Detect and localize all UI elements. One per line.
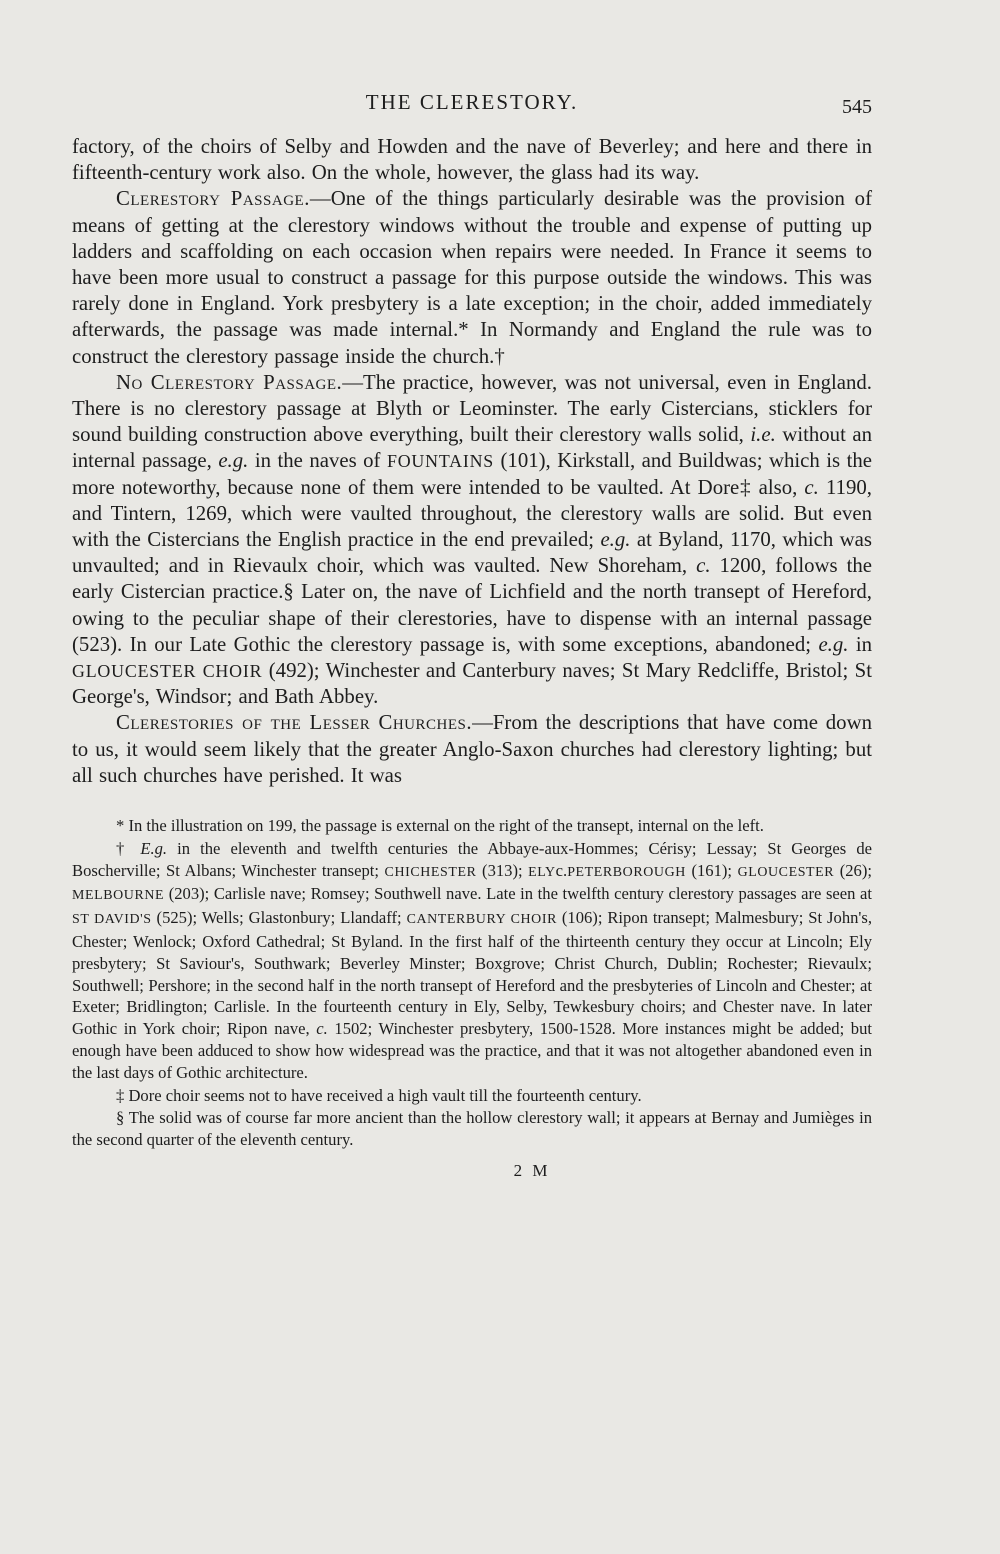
section-heading: Clerestories of the Lesser Churches. [116,711,473,735]
footnote-double-dagger: ‡ Dore choir seems not to have received a high vault till the fourteenth century. [116,1085,642,1105]
italic-abbrev: i.e. [750,423,776,447]
main-text [72,134,872,789]
paragraph-text: —From the descriptions that have come down to us, it would seem likely that the greater Anglo-Saxon churches had clerestory lighting; but all such churches have perished. It was [72,711,872,787]
figure-reference: CANTERBURY CHOIR [406,912,557,928]
figure-reference: FOUNTAINS [386,451,495,472]
paragraph-lesser-churches [72,710,872,789]
text-run: (26); [834,860,872,880]
figure-reference: GLOUCESTER [737,864,835,880]
text-run: —The practice, however, was not universal, even in England. There is no clerestory passage at Blyth or Leominster. The early Cistercians, sticklers for sound building construction above everything, built their clerestory walls solid, [72,370,872,447]
running-title: THE CLERESTORY. [365,90,579,114]
text-run: (106); Ripon transept; Malmesbury; St John's, Chester; Wenlock; Oxford Cathedral; St Byland. In the first half of the thirteenth century they occur at Lincoln; Ely presbytery; St Saviour's, Southwark; Beverley Minster; Boxgrove; Christ Church, Dublin; Rochester; Rievaulx; Southwell; Pershore; in the second half in the north transept of Hereford and the presbyteries of Lincoln and Chester; at Exeter; Bridlington; Carlisle. In the fourteenth century in Ely, Selby, Tewkesbury choirs; and Chester nave. In later Gothic in York choir; Ripon nave, [72,908,873,1039]
text-run: 1502; Winchester presbytery, 1500-1528. More instances might be added; but enough have been adduced to show how widespread was the practice, and that it was not altogether abandoned even in the last days of Gothic architecture. [72,1019,872,1082]
paragraph-clerestory-passage [72,186,872,369]
italic-abbrev: e.g. [600,528,631,552]
page-number: 545 [842,96,872,118]
italic-abbrev: c. [804,475,819,499]
italic-abbrev: c. [316,1019,328,1039]
text-run: (492); Winchester and Canterbury naves; St Mary Redcliffe, Bristol; St George's, Windsor; and Bath Abbey. [72,659,872,709]
italic-abbrev: E.g. [140,838,168,858]
text-run: (101), Kirkstall, and Buildwas; which is the more noteworthy, because none of them were intended to be vaulted. At Dore‡ also, [72,449,872,499]
paragraph-text: factory, of the choirs of Selby and Howden and the nave of Beverley; and here and there in fifteenth-century work also. On the whole, however, the glass had its way. [72,135,872,185]
text-run: 1190, and Tintern, 1269, which were vaulted throughout, the clerestory walls are solid. But even with the Cistercians the English practice in the end prevailed; [72,475,872,552]
figure-reference: CHICHESTER [384,864,477,880]
text-run: 1200, follows the early Cistercian practice.§ Later on, the nave of Lichfield and the north transept of Hereford, owing to the peculiar shape of their clerestories, have to dispense with an internal passage (523). In our Late Gothic the clerestory passage is, with some exceptions, abandoned; [72,554,872,656]
figure-reference: ELY [528,864,556,880]
paragraph-no-clerestory-passage [72,370,872,711]
figure-reference: ST DAVID'S [72,912,152,928]
paragraph-continuation [72,134,872,186]
italic-abbrev: c. [696,554,711,578]
text-run: c. [555,860,568,880]
text-run: (203); Carlisle nave; Romsey; Southwell nave. Late in the twelfth century clerestory passages are seen at [164,884,872,904]
text-run: in the naves of [248,449,387,473]
footnotes [72,815,872,1151]
signature-mark: 2 M [513,1161,551,1181]
paragraph-text: —One of the things particularly desirable was the provision of means of getting at the clerestory windows without the trouble and expense of putting up ladders and scaffolding on each occasion when repairs were needed. In France it seems to have been more usual to construct a passage for this purpose outside the windows. This was rarely done in England. York presbytery is a late exception; in the choir, added immediately afterwards, the passage was made internal.* In Normandy and England the rule was to construct the clerestory passage inside the church.† [72,187,872,368]
section-heading: Clerestory Passage. [116,187,310,211]
text-run: in [848,632,872,656]
footnote-mark: † [116,838,141,858]
running-head [72,88,872,134]
text-run: (161); [685,860,738,880]
text-run: in the eleventh and twelfth centuries the Abbaye-aux-Hommes; Cérisy; Lessay; St Georges de Boscherville; St Albans; Winchester transept; [72,838,872,880]
text-run: at Byland, 1170, which was unvaulted; and in Rievaulx choir, which was vaulted. New Shoreham, [72,528,873,578]
text-run: (525); Wells; Glastonbury; Llandaff; [151,908,407,928]
footnote-dagger [72,838,872,1084]
italic-abbrev: e.g. [818,632,849,656]
figure-reference: MELBOURNE [72,888,165,904]
section-heading: No Clerestory Passage. [116,370,343,394]
text-run: without an internal passage, [72,423,872,473]
text-run: (313); [476,860,529,880]
book-page [72,88,872,1488]
footnote-section: § The solid was of course far more ancient than the hollow clerestory wall; it appears at Bernay and Jumièges in the second quarter of the eleventh century. [72,1108,872,1150]
figure-reference: PETERBOROUGH [567,864,686,880]
footnote-asterisk: * In the illustration on 199, the passage is external on the right of the transept, internal on the left. [116,816,764,836]
italic-abbrev: e.g. [218,449,249,473]
figure-reference: GLOUCESTER CHOIR [72,661,263,682]
